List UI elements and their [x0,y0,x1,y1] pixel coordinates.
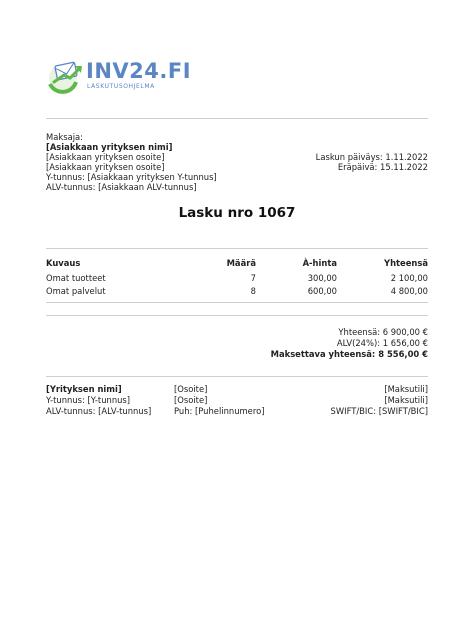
payer-label: Maksaja: [46,132,83,142]
row-quantity: 7 [250,273,256,283]
table-bottom-divider [46,302,428,303]
footer-bank-account-1: [Maksutili] [384,384,428,394]
table-top-divider [46,248,428,249]
brand-tagline: LASKUTUSOHJELMA [87,83,155,90]
header-divider [46,118,428,119]
customer-business-id: Y-tunnus: [Asiakkaan yrityksen Y-tunnus] [46,172,217,182]
row-total: 4 800,00 [390,286,428,296]
footer-company-name: [Yrityksen nimi] [46,384,122,394]
grand-total: Maksettava yhteensä: 8 556,00 € [270,349,428,359]
brand-name: INV24.FI [86,59,192,83]
invoice-title: Lasku nro 1067 [178,205,296,221]
customer-name: [Asiakkaan yrityksen nimi] [46,142,173,152]
customer-address-2: [Asiakkaan yrityksen osoite] [46,162,165,172]
footer-business-id: Y-tunnus: [Y-tunnus] [46,395,131,405]
col-header-description: Kuvaus [46,258,81,268]
subtotal: Yhteensä: 6 900,00 € [338,327,428,337]
row-description: Omat tuotteet [46,273,106,283]
footer-vat-id: ALV-tunnus: [ALV-tunnus] [46,406,152,416]
footer-bank-account-2: [Maksutili] [384,395,428,405]
customer-vat-id: ALV-tunnus: [Asiakkaan ALV-tunnus] [46,182,197,192]
footer-address-1: [Osoite] [174,384,208,394]
vat-total: ALV(24%): 1 656,00 € [336,338,428,348]
row-description: Omat palvelut [46,286,106,296]
row-total: 2 100,00 [390,273,428,283]
footer-address-2: [Osoite] [174,395,208,405]
invoice-date: Laskun päiväys: 1.11.2022 [315,152,428,162]
logo-envelope-icon [46,58,84,94]
customer-address-1: [Asiakkaan yrityksen osoite] [46,152,165,162]
footer-swift: SWIFT/BIC: [SWIFT/BIC] [330,406,428,416]
col-header-quantity: Määrä [226,258,256,268]
col-header-unit-price: À-hinta [302,258,337,268]
invoice-due-date: Eräpäivä: 15.11.2022 [337,162,428,172]
footer-phone: Puh: [Puhelinnumero] [174,406,265,416]
footer-divider [46,376,428,377]
totals-divider [46,315,428,316]
brand-logo [46,58,192,96]
col-header-total: Yhteensä [384,258,428,268]
row-unit-price: 600,00 [307,286,337,296]
row-quantity: 8 [250,286,256,296]
row-unit-price: 300,00 [307,273,337,283]
